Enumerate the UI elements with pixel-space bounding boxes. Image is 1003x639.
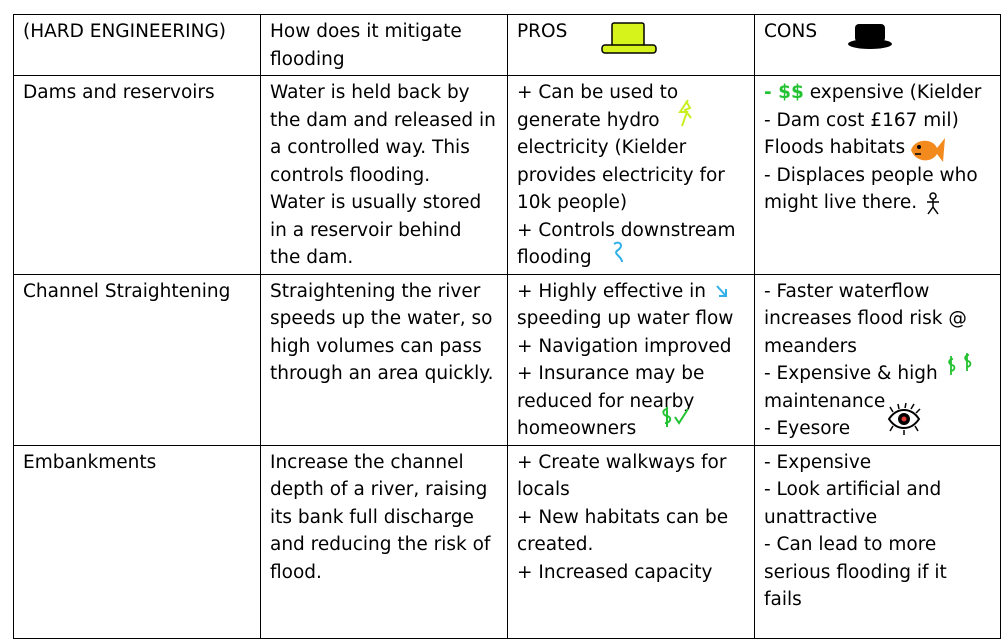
cons-line: - Displaces people who xyxy=(764,164,978,186)
pros-line: created. xyxy=(517,534,594,555)
how-line: the dam. xyxy=(270,247,354,268)
how-line: speeds up the water, so xyxy=(270,308,493,329)
pros-line: homeowners xyxy=(517,418,637,439)
table-row xyxy=(14,445,1001,638)
how-line: controls flooding. xyxy=(270,164,431,186)
row-channel-pros xyxy=(508,274,755,445)
cons-line: fails xyxy=(764,589,802,610)
how-line: a controlled way. This xyxy=(270,137,470,158)
pros-line: + Controls downstream xyxy=(517,219,736,241)
cons-line: meanders xyxy=(764,335,857,357)
cons-dash: - xyxy=(764,82,779,103)
row-name-text: Dams and reservoirs xyxy=(23,82,215,103)
table-row xyxy=(14,76,1001,275)
pros-line: locals xyxy=(517,479,570,500)
row-dams-how xyxy=(261,76,508,275)
yellow-hat-icon xyxy=(600,21,658,55)
header-cons-text: CONS xyxy=(764,21,818,42)
cons-line: serious flooding if it xyxy=(764,561,947,583)
header-how-line: How does it mitigate xyxy=(270,21,462,42)
how-line: and reducing the risk of xyxy=(270,534,491,555)
row-dams-cons xyxy=(755,76,1001,275)
fish-icon xyxy=(907,134,947,166)
pros-line: provides electricity for xyxy=(517,164,725,186)
person-icon xyxy=(925,192,941,216)
pros-line: 10k people) xyxy=(517,192,628,213)
cons-line: might live there. xyxy=(764,192,918,213)
row-embankments-name xyxy=(14,445,261,638)
water-squiggle-icon xyxy=(610,240,628,266)
pros-line: + Highly effective in xyxy=(517,280,707,302)
row-embankments-pros xyxy=(508,445,755,638)
pros-line: generate hydro xyxy=(517,109,660,131)
cons-line xyxy=(764,79,991,107)
pros-line: electricity (Kielder xyxy=(517,137,687,158)
how-line: Water is held back by xyxy=(270,82,470,103)
pros-line: + New habitats can be xyxy=(517,506,729,528)
cons-line: unattractive xyxy=(764,506,878,528)
pros-line: + Insurance may be xyxy=(517,363,705,384)
pros-line: reduced for nearby xyxy=(517,390,695,412)
arrow-down-right-icon xyxy=(714,283,730,301)
row-dams-pros xyxy=(508,76,755,275)
row-channel-cons xyxy=(755,274,1001,445)
pros-line: + Create walkways for xyxy=(517,451,727,473)
row-name-text: Channel Straightening xyxy=(23,280,231,302)
header-category xyxy=(14,15,261,76)
cons-line: - Eyesore xyxy=(764,418,851,439)
pros-line: + Can be used to xyxy=(517,82,679,103)
header-how xyxy=(261,15,508,76)
how-line: the dam and released in xyxy=(270,109,496,131)
header-pros xyxy=(508,15,755,76)
how-line: Straightening the river xyxy=(270,280,481,302)
pros-line: + Increased capacity xyxy=(517,561,713,583)
eye-icon xyxy=(885,403,923,435)
header-pros-text: PROS xyxy=(517,21,568,42)
how-line: Water is usually stored xyxy=(270,192,482,213)
cons-line: - Expensive & high xyxy=(764,363,938,384)
hard-engineering-table xyxy=(13,14,1001,639)
cons-line: - Expensive xyxy=(764,451,872,473)
how-line: in a reservoir behind xyxy=(270,219,462,241)
how-line: through an area quickly. xyxy=(270,363,494,384)
how-line: depth of a river, raising xyxy=(270,479,488,500)
money-tick-icon xyxy=(660,407,690,429)
dollar-signs-icon xyxy=(945,353,975,379)
header-row xyxy=(14,15,1001,76)
row-channel-how xyxy=(261,274,508,445)
cons-line: maintenance xyxy=(764,390,886,412)
header-how-line: flooding xyxy=(270,48,345,70)
row-channel-name xyxy=(14,274,261,445)
cons-line: - Dam cost £167 mil) xyxy=(764,109,959,131)
table-row xyxy=(14,274,1001,445)
lightning-icon xyxy=(676,98,696,128)
how-line: its bank full discharge xyxy=(270,506,474,528)
pros-line: speeding up water flow xyxy=(517,308,734,329)
how-line: high volumes can pass xyxy=(270,335,482,357)
row-name-text: Embankments xyxy=(23,451,157,473)
money-symbols: $$ xyxy=(778,82,804,103)
row-embankments-cons xyxy=(755,445,1001,638)
pros-line: + Navigation improved xyxy=(517,335,732,357)
pros-line: flooding xyxy=(517,247,592,268)
cons-line: increases flood risk @ xyxy=(764,308,967,329)
row-embankments-how xyxy=(261,445,508,638)
cons-text: expensive (Kielder xyxy=(803,82,982,103)
header-category-text: (HARD ENGINEERING) xyxy=(23,21,227,42)
cons-line: - Can lead to more xyxy=(764,534,937,555)
cons-line: - Faster waterflow xyxy=(764,280,930,302)
cons-line: Floods habitats xyxy=(764,137,906,158)
cons-line: - Look artificial and xyxy=(764,479,942,500)
black-hat-icon xyxy=(847,22,895,50)
header-cons xyxy=(755,15,1001,76)
how-line: Increase the channel xyxy=(270,451,464,473)
row-dams-name xyxy=(14,76,261,275)
how-line: flood. xyxy=(270,561,322,583)
